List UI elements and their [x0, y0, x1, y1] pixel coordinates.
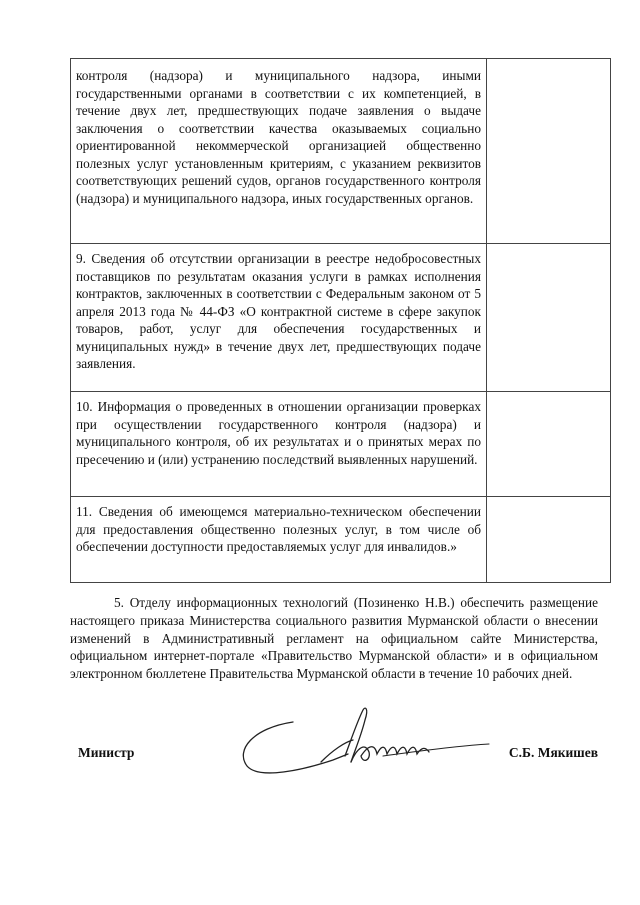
handwritten-signature [233, 700, 493, 790]
order-paragraph-5: 5. Отделу информационных технологий (Позиненко Н.В.) обеспечить размещение настоящего приказа Министерства социального развития Мурманской области о внесении изменений в Административный регламент на официальном сайте Министерства, официальном интернет-портале «Правительство Мурманской области» и в официальном электронном бюллетене Правительства Мурманской области в течение 10 рабочих дней. [70, 595, 598, 682]
table-cell-text: контроля (надзора) и муниципального надзора, иными государственными органами в соответствии с их компетенцией, в течение двух лет, предшествующих подаче заявления о выдаче заключения о соответствии качества оказываемых социально ориентированной некоммерческой организацией общественно полезных услуг установленным критериям, с указанием реквизитов соответствующих решений судов, органов государственного контроля (надзора) и муниципального надзора, иных государственных органов. [71, 59, 487, 244]
table-row [71, 392, 611, 497]
table-row [71, 59, 611, 244]
table-cell-text: 10. Информация о проведенных в отношении организации проверках при осуществлении государственного контроля (надзора) и муниципального контроля, об их результатах и о принятых мерах по пресечению и (или) устранению последствий выявленных нарушений. [71, 392, 487, 497]
table-row [71, 497, 611, 583]
table-cell-value [487, 244, 611, 392]
table-cell-value [487, 59, 611, 244]
table-cell-value [487, 392, 611, 497]
criteria-table [70, 58, 611, 583]
signer-name: С.Б. Мякишев [508, 745, 598, 760]
table-cell-value [487, 497, 611, 583]
position-label: Министр [78, 745, 135, 760]
table-row [71, 244, 611, 392]
table-cell-text: 11. Сведения об имеющемся материально-техническом обеспечении для предоставления общественно полезных услуг, в том числе об обеспечении доступности предоставляемых услуг для инвалидов.» [71, 497, 487, 583]
table-cell-text: 9. Сведения об отсутствии организации в реестре недобросовестных поставщиков по результатам оказания услуги в рамках исполнения контрактов, заключенных в соответствии с Федеральным законом от 5 апреля 2013 года № 44-ФЗ «О контрактной системе в сфере закупок товаров, работ, услуг для обеспечения государственных и муниципальных нужд» в течение двух лет, предшествующих подаче заявления. [71, 244, 487, 392]
